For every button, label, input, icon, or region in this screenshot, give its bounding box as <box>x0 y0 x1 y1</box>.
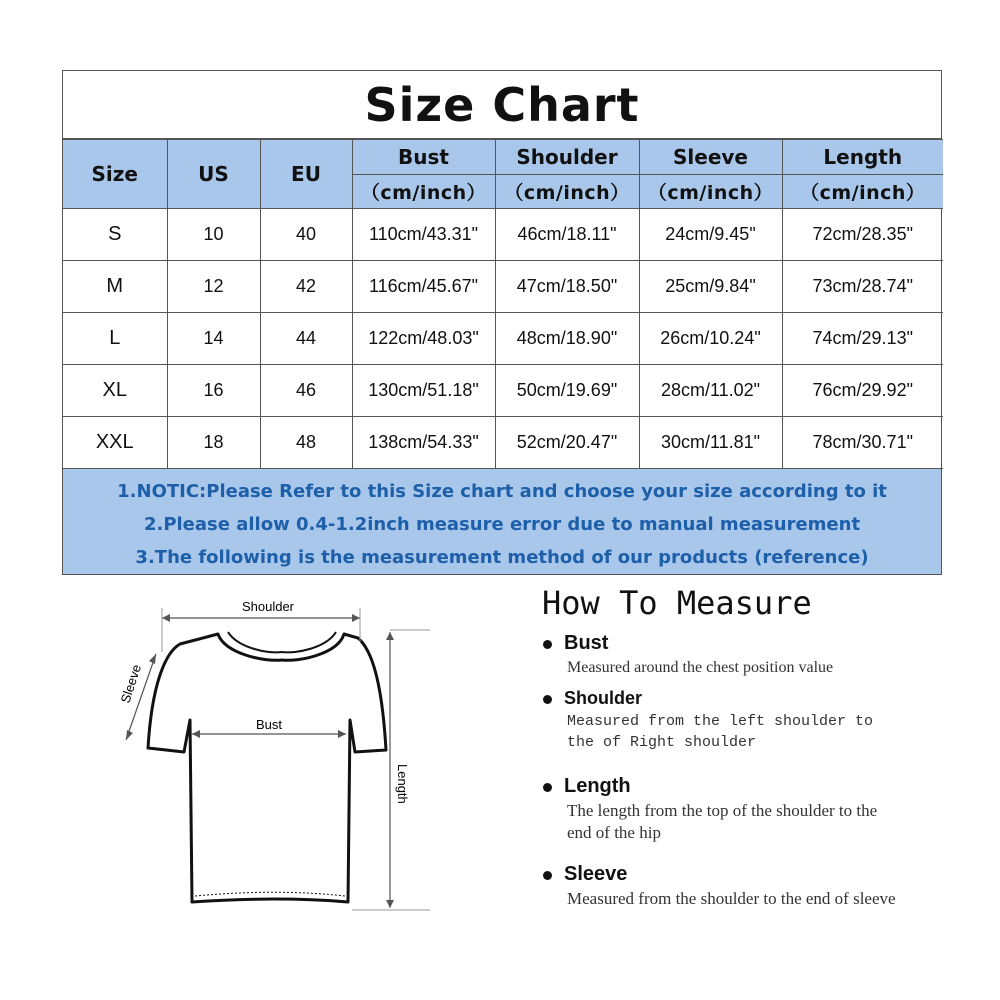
cell-shoulder: 46cm/18.11" <box>495 209 639 261</box>
col-header-eu: EU <box>260 140 352 209</box>
shoulder-label: Shoulder <box>241 599 295 614</box>
cell-us: 18 <box>167 417 260 469</box>
measure-item-title: Length <box>564 775 631 797</box>
col-header-length: Length <box>782 140 943 175</box>
cell-sleeve: 28cm/11.02" <box>639 365 782 417</box>
cell-bust: 110cm/43.31" <box>352 209 495 261</box>
cell-eu: 44 <box>260 313 352 365</box>
how-to-measure-title: How To Measure <box>542 584 812 622</box>
cell-eu: 48 <box>260 417 352 469</box>
arrow-head <box>162 614 170 622</box>
measure-item-desc: Measured from the left shoulder to the of Right shoulder <box>567 713 874 751</box>
notes-panel <box>63 469 941 574</box>
cell-size: L <box>63 313 167 365</box>
measure-item-desc: Measured from the shoulder to the end of sleeve <box>567 889 896 908</box>
arrow-head <box>386 900 394 908</box>
table-row <box>63 313 943 365</box>
cell-length: 74cm/29.13" <box>782 313 943 365</box>
cell-bust: 116cm/45.67" <box>352 261 495 313</box>
col-header-us: US <box>167 140 260 209</box>
arrow-head <box>338 730 346 738</box>
bullet-icon <box>543 783 552 792</box>
cell-us: 10 <box>167 209 260 261</box>
bust-label: Bust <box>255 717 283 732</box>
col-header-sleeve: Sleeve <box>639 140 782 175</box>
cell-size: M <box>63 261 167 313</box>
arrow-head <box>192 730 200 738</box>
measure-item-desc: Measured around the chest position value <box>567 659 834 676</box>
table-row <box>63 261 943 313</box>
col-header-shoulder: Shoulder <box>495 140 639 175</box>
measure-item-length <box>543 775 963 844</box>
note-line: 3.The following is the measurement method of our products (reference) <box>135 547 869 568</box>
cell-bust: 130cm/51.18" <box>352 365 495 417</box>
arrow-head <box>386 632 394 640</box>
cell-us: 16 <box>167 365 260 417</box>
cell-sleeve: 30cm/11.81" <box>639 417 782 469</box>
neckline <box>228 632 336 652</box>
arrow-head <box>149 654 156 664</box>
arrow-head <box>352 614 360 622</box>
cell-bust: 138cm/54.33" <box>352 417 495 469</box>
measure-item-title: Shoulder <box>564 688 643 708</box>
cell-us: 14 <box>167 313 260 365</box>
cell-size: S <box>63 209 167 261</box>
measure-item-bust <box>543 632 963 678</box>
cell-sleeve: 24cm/9.45" <box>639 209 782 261</box>
cell-length: 78cm/30.71" <box>782 417 943 469</box>
unit-label: （cm/inch） <box>352 175 495 209</box>
cell-length: 73cm/28.74" <box>782 261 943 313</box>
arrow-head <box>126 730 133 740</box>
chart-title: Size Chart <box>63 71 941 139</box>
cell-sleeve: 25cm/9.84" <box>639 261 782 313</box>
cell-shoulder: 52cm/20.47" <box>495 417 639 469</box>
unit-label: （cm/inch） <box>782 175 943 209</box>
cell-size: XXL <box>63 417 167 469</box>
note-line: 1.NOTIC:Please Refer to this Size chart and choose your size according to it <box>117 481 887 502</box>
size-chart <box>62 70 942 575</box>
measure-item-title: Sleeve <box>564 863 628 885</box>
cell-length: 72cm/28.35" <box>782 209 943 261</box>
cell-eu: 46 <box>260 365 352 417</box>
cell-sleeve: 26cm/10.24" <box>639 313 782 365</box>
sleeve-label: Sleeve <box>117 662 145 705</box>
cell-shoulder: 47cm/18.50" <box>495 261 639 313</box>
unit-label: （cm/inch） <box>495 175 639 209</box>
cell-size: XL <box>63 365 167 417</box>
measure-item-sleeve <box>543 863 963 910</box>
length-label: Length <box>395 764 410 804</box>
unit-label: （cm/inch） <box>639 175 782 209</box>
tshirt-outline <box>148 634 386 902</box>
bullet-icon <box>543 871 552 880</box>
bullet-icon <box>543 640 552 649</box>
measure-item-title: Bust <box>564 632 609 654</box>
tshirt-diagram <box>100 592 460 932</box>
cell-length: 76cm/29.92" <box>782 365 943 417</box>
cell-bust: 122cm/48.03" <box>352 313 495 365</box>
table-row <box>63 209 943 261</box>
col-header-bust: Bust <box>352 140 495 175</box>
col-header-size: Size <box>63 140 167 209</box>
hem-stitch <box>195 892 345 896</box>
note-line: 2.Please allow 0.4-1.2inch measure error due to manual measurement <box>143 514 861 535</box>
table-row <box>63 365 943 417</box>
cell-shoulder: 50cm/19.69" <box>495 365 639 417</box>
cell-eu: 40 <box>260 209 352 261</box>
measure-item-shoulder <box>543 688 963 753</box>
cell-shoulder: 48cm/18.90" <box>495 313 639 365</box>
bullet-icon <box>543 695 552 704</box>
table-body <box>63 209 943 469</box>
cell-eu: 42 <box>260 261 352 313</box>
cell-us: 12 <box>167 261 260 313</box>
measure-item-desc: The length from the top of the shoulder to the end of the hip <box>567 801 878 842</box>
table-row <box>63 417 943 469</box>
size-table <box>63 139 943 469</box>
